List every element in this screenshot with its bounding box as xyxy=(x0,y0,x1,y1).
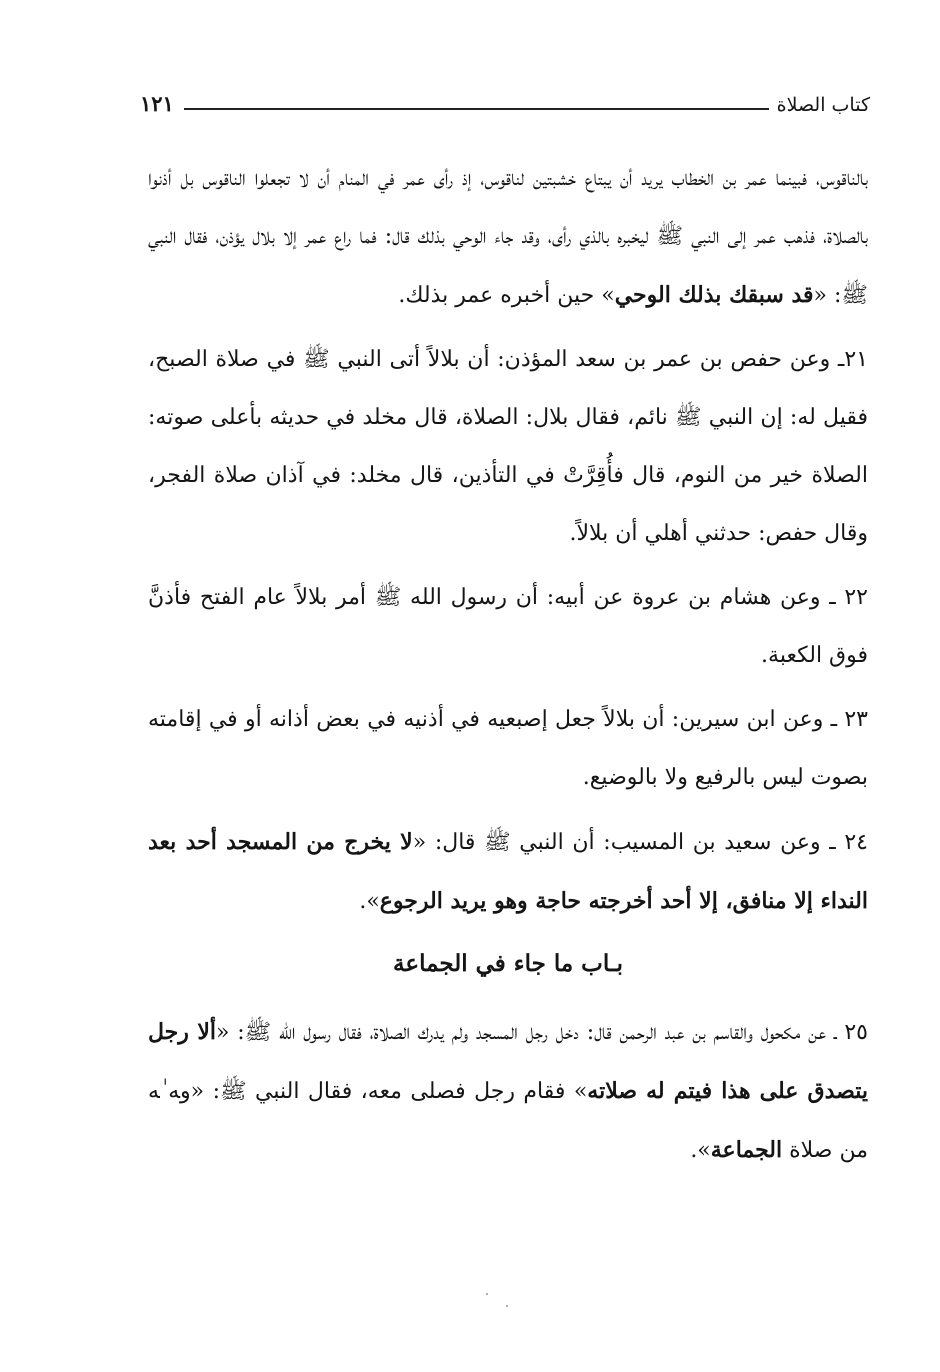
running-header xyxy=(140,82,870,116)
paragraph-text: ٢٣ ـ وعن ابن سيرين: أن بلالاً جعل إصبعيه في أذنيه في بعض أذانه أو في إقامته بصوت ليس بالرفيع ولا بالوضيع. xyxy=(148,707,868,790)
main-text xyxy=(148,150,868,1180)
paragraph-text: بالناقوس، فبينما عمر بن الخطاب يريد أن يبتاع خشبتين لناقوس، إذ رأى عمر في المنام أن لا تجعلوا الناقوس بل أذنوا بالصلاة، فذهب عمر إلى النبي ﷺ ليخبره بالذي رأى، وقد جاء الوحي بذلك قال: فما راع عمر إلا بلال يؤذن، فقال النبي ﷺ: « xyxy=(148,166,868,308)
paragraph-hadith-23 xyxy=(148,691,868,807)
scan-speck xyxy=(506,1305,508,1307)
section-heading: بـاب ما جاء في الجماعة xyxy=(393,950,623,977)
paragraph-text: ٢٢ ـ وعن هشام بن عروة عن أبيه: أن رسول الله ﷺ أمر بلالاً عام الفتح فأذنَّ فوق الكعبة. xyxy=(148,585,868,668)
paragraph-middle: » فقام رجل فصلى معه، فقال النبي ﷺ: «و‍ه ‌ٰ‍ه من صلاة xyxy=(148,1079,868,1163)
paragraph-text: ٢٤ ـ وعن سعيد بن المسيب: أن النبي ﷺ قال: « xyxy=(412,830,868,855)
prophetic-quote-end: الجماعة xyxy=(710,1137,783,1163)
header-rule xyxy=(184,108,769,110)
prophetic-quote: قد سبقك بذلك الوحي xyxy=(614,282,814,308)
paragraph-hadith-21 xyxy=(148,331,868,563)
paragraph-tail: ». xyxy=(359,889,380,914)
prophetic-quote: ألا رجل يتصدق على هذا فيتم له صلاته xyxy=(148,1019,869,1104)
paragraph-hadith-20-continued xyxy=(148,150,868,325)
paragraph-hadith-24 xyxy=(148,813,868,931)
paragraph-tail: » حين أخبره عمر بذلك. xyxy=(398,283,615,308)
book-title: كتاب الصلاة xyxy=(776,94,870,116)
paragraph-text: ٢١ـ وعن حفص بن عمر بن سعد المؤذن: أن بلالاً أتى النبي ﷺ في صلاة الصبح، فقيل له: إن النبي ﷺ نائم، فقال بلال: الصلاة، قال مخلد في حديثه بأعلى صوته: الصلاة خير من النوم، قال فأُقِرَّتْ في التأذين، قال مخلد: في آذان صلاة الفجر، وقال حفص: حدثني أهلي أن بلالاً. xyxy=(148,347,868,546)
paragraph-tail: ». xyxy=(690,1138,711,1163)
page-number: ١٢١ xyxy=(140,91,174,116)
paragraph-hadith-25 xyxy=(148,1003,868,1180)
paragraph-hadith-22 xyxy=(148,569,868,685)
paragraph-text: ٢٥ ـ عن مكحول والقاسم بن عبد الرحمن قال: دخل رجل المسجد ولم يدرك الصلاة، فقال رسول الله ﷺ: « xyxy=(215,1020,868,1045)
prophetic-quote: لا يخرج من المسجد أحد بعد النداء إلا منافق، إلا أحد أخرجته حاجة وهو يريد الرجوع xyxy=(148,829,868,914)
scan-speck xyxy=(486,1293,488,1295)
